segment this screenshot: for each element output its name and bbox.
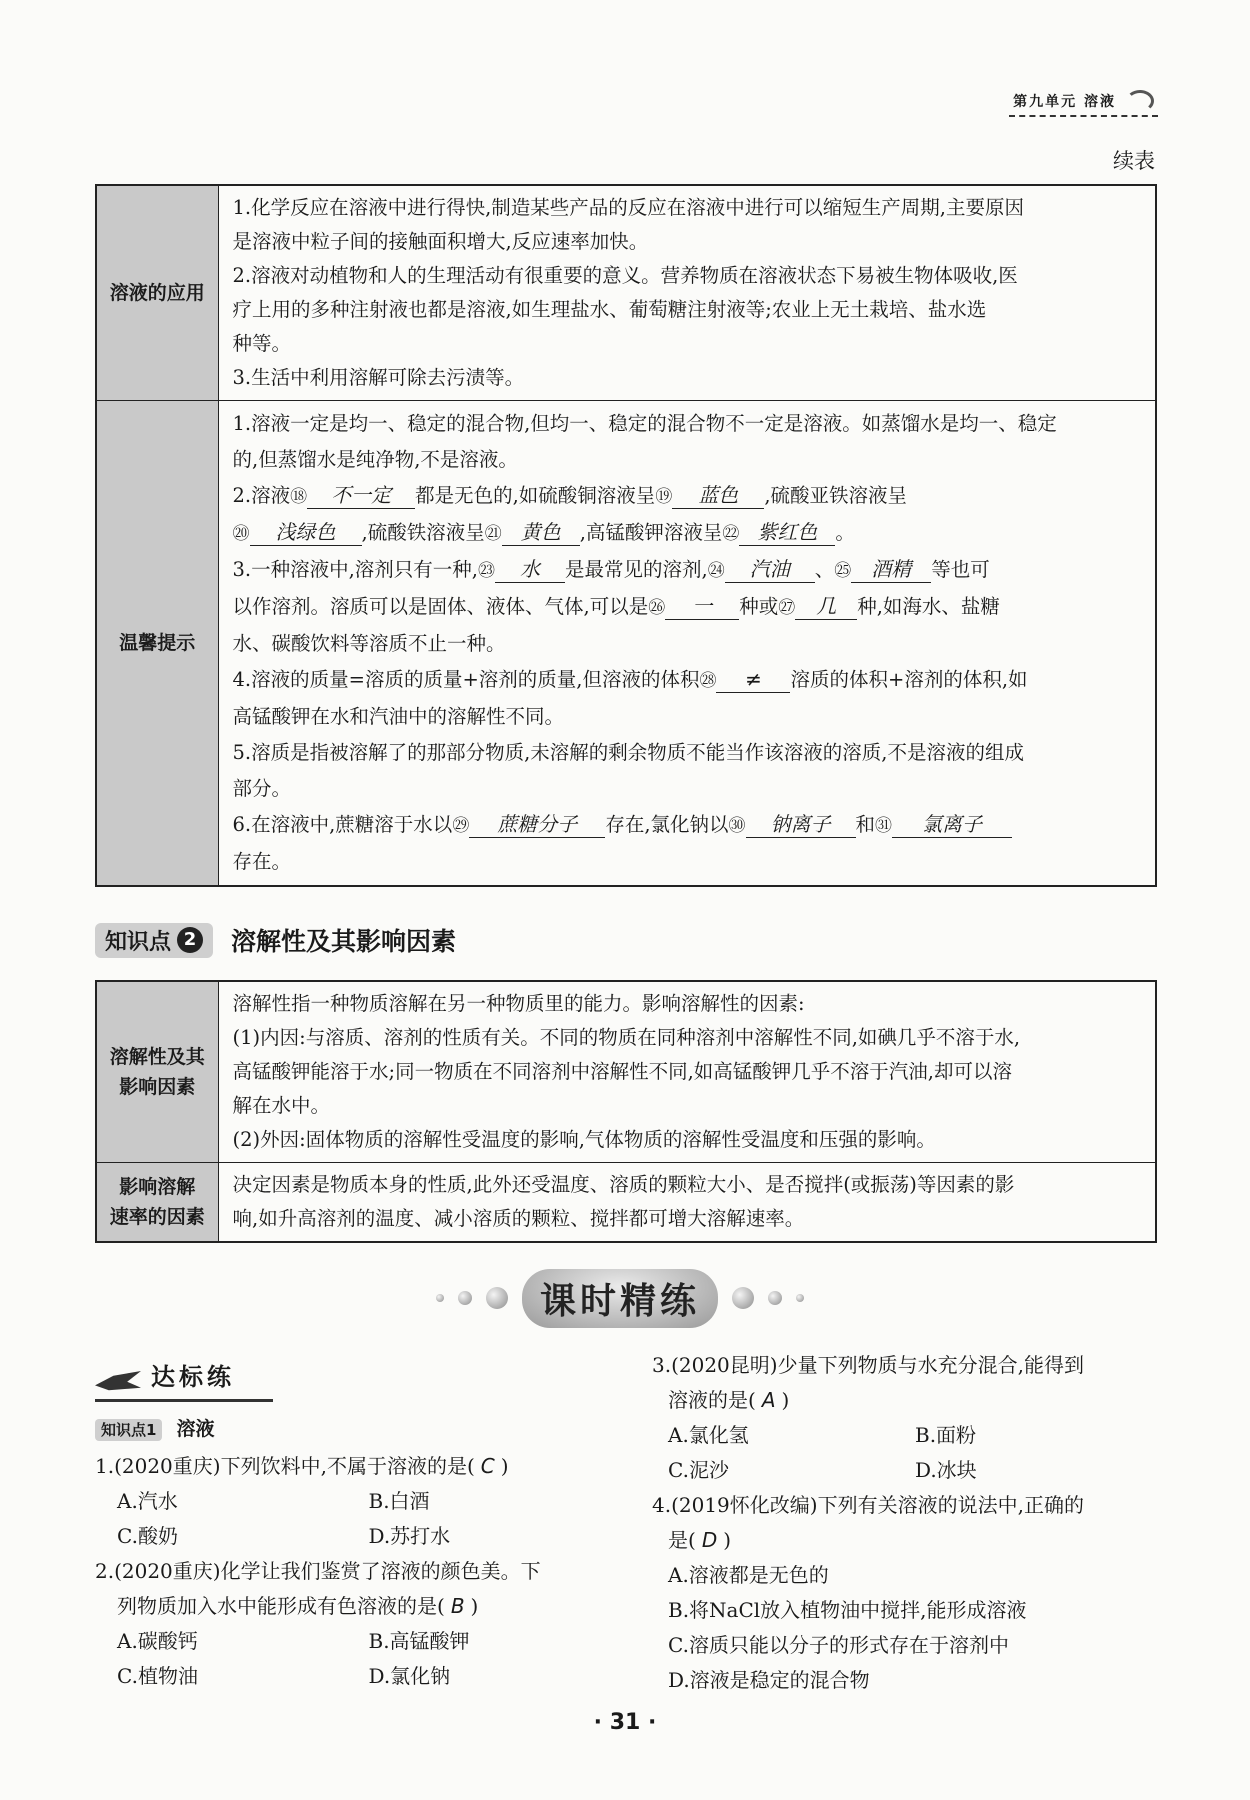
blank-number: ⑱: [290, 487, 308, 507]
dot-icon: [436, 1294, 444, 1302]
option: C.溶质只能以分子的形式存在于溶剂中: [668, 1633, 1009, 1657]
question-stem: 3.(2020昆明)少量下列物质与水充分混合,能得到: [652, 1353, 1084, 1377]
answer-blank: 不一定: [307, 482, 415, 509]
page-number: · 31 ·: [593, 1710, 657, 1735]
row-body-application: [218, 185, 1156, 401]
tip-2-line-2: [233, 515, 1146, 552]
knowledge-point-title: 溶解性及其影响因素: [231, 927, 457, 956]
dot-icon: [796, 1294, 804, 1302]
row-head-rate: [96, 1163, 218, 1243]
text: 溶质的体积+溶剂的体积,如: [790, 668, 1028, 691]
option: C.泥沙: [668, 1458, 729, 1482]
option: A.汽水: [117, 1489, 178, 1513]
solution-knowledge-table: [95, 184, 1157, 887]
row-body-solubility: [218, 981, 1156, 1163]
text: ): [781, 1388, 790, 1412]
tag-label: 知识点: [105, 929, 172, 955]
text-line: 1.溶液一定是均一、稳定的混合物,但均一、稳定的混合物不一定是溶液。如蒸馏水是均一、稳定: [232, 412, 1057, 435]
continued-label: 续表: [1113, 149, 1155, 173]
option: D.氯化钠: [368, 1664, 451, 1688]
blank-number: ㉓: [478, 561, 496, 581]
answer-blank: 钠离子: [746, 811, 856, 838]
exercise-column-right: [652, 1348, 1162, 1698]
table-row: [96, 1163, 1156, 1243]
text: 是最常见的溶剂,: [565, 558, 708, 581]
option: A.氯化氢: [668, 1423, 749, 1447]
option: D.溶液是稳定的混合物: [668, 1668, 870, 1692]
blank-number: ㉚: [728, 816, 746, 836]
answer: C: [480, 1454, 495, 1478]
knowledge-point-title: 溶液: [176, 1418, 215, 1440]
text-line: 疗上用的多种注射液也都是溶液,如生理盐水、葡萄糖注射液等;农业上无土栽培、盐水选: [232, 298, 987, 321]
solubility-table: [95, 980, 1157, 1243]
blank-number: ㉗: [778, 598, 796, 618]
tip-3-line-2: [233, 589, 1146, 626]
text: ,硫酸铁溶液呈: [361, 521, 485, 544]
text-line: 存在。: [232, 850, 292, 873]
option: D.冰块: [915, 1458, 977, 1482]
text: 都是无色的,如硫酸铜溶液呈: [415, 484, 656, 507]
text: ): [500, 1454, 509, 1478]
text: 以作溶剂。溶质可以是固体、液体、气体,可以是: [232, 595, 649, 618]
row-body-tips: [218, 401, 1156, 887]
text: 4.溶液的质量=溶质的质量+溶剂的质量,但溶液的体积: [232, 668, 700, 691]
blank-number: ㉒: [722, 524, 740, 544]
dot-icon: [732, 1287, 754, 1309]
question-2: [95, 1554, 620, 1694]
table-row: [96, 185, 1156, 401]
blank-number: ㉕: [834, 561, 852, 581]
tip-3-line-1: [233, 552, 1146, 589]
tip-4-line-1: [233, 662, 1146, 699]
swirl-logo-icon: [1126, 90, 1154, 112]
text-line: 的,但蒸馏水是纯净物,不是溶液。: [232, 448, 518, 471]
head-line: 速率的因素: [109, 1206, 205, 1228]
answer-blank: ≠: [716, 666, 790, 693]
text-line: 高锰酸钾能溶于水;同一物质在不同溶剂中溶解性不同,如高锰酸钾几乎不溶于汽油,却可以溶: [232, 1060, 1012, 1083]
head-line: 影响因素: [119, 1076, 196, 1098]
answer-blank: 酒精: [851, 556, 931, 583]
option: C.植物油: [117, 1664, 198, 1688]
text-line: 种等。: [232, 332, 292, 355]
option: C.酸奶: [117, 1524, 178, 1548]
head-line: 溶解性及其: [109, 1046, 205, 1068]
blank-number: ㉛: [875, 816, 893, 836]
knowledge-point-2-banner: [95, 922, 456, 958]
answer-blank: 紫红色: [739, 519, 835, 546]
text: 存在,氯化钠以: [605, 813, 729, 836]
text: ): [470, 1594, 479, 1618]
text-line: 溶解性指一种物质溶解在另一种物质里的能力。影响溶解性的因素:: [232, 992, 805, 1015]
text: ,硫酸亚铁溶液呈: [764, 484, 908, 507]
question-3: [652, 1348, 1162, 1488]
text-line: 决定因素是物质本身的性质,此外还受温度、溶质的颗粒大小、是否搅拌(或振荡)等因素的影: [232, 1173, 1015, 1196]
text: 6.在溶液中,蔗糖溶于水以: [232, 813, 453, 836]
row-head-application: 溶液的应用: [96, 185, 218, 401]
running-head-text: 第九单元 溶液: [1013, 94, 1116, 110]
answer-blank: 黄色: [502, 519, 580, 546]
option: A.碳酸钙: [117, 1629, 198, 1653]
text-line: 解在水中。: [232, 1094, 331, 1117]
blank-number: ⑳: [232, 524, 250, 544]
question-stem: 列物质加入水中能形成有色溶液的是(: [117, 1594, 445, 1618]
text: 种,如海水、盐糖: [857, 595, 1000, 618]
answer-blank: 一: [665, 593, 739, 620]
question-stem: 溶液的是(: [668, 1388, 756, 1412]
question-stem: 是(: [668, 1528, 696, 1552]
text-line: 3.生活中利用溶解可除去污渍等。: [232, 366, 525, 389]
option: B.面粉: [915, 1423, 977, 1447]
row-head-solubility: [96, 981, 218, 1163]
section-title: 课时精练: [522, 1269, 718, 1328]
question-stem: 4.(2019怀化改编)下列有关溶液的说法中,正确的: [652, 1493, 1084, 1517]
drill-title: 达标练: [151, 1363, 235, 1391]
text: 3.一种溶液中,溶剂只有一种,: [232, 558, 479, 581]
options: [95, 1484, 620, 1554]
text-line: 高锰酸钾在水和汽油中的溶解性不同。: [232, 705, 565, 728]
option: D.苏打水: [368, 1524, 451, 1548]
text: 、: [814, 558, 835, 581]
knowledge-point-tag: [95, 923, 213, 958]
tip-6-line-1: [233, 807, 1146, 844]
text: ,高锰酸钾溶液呈: [579, 521, 723, 544]
text-line: 部分。: [232, 777, 292, 800]
blank-number: ㉙: [452, 816, 470, 836]
option: B.将NaCl放入植物油中搅拌,能形成溶液: [668, 1598, 1027, 1622]
text: 和: [855, 813, 876, 836]
answer-blank: 水: [495, 556, 565, 583]
row-head-tips: 温馨提示: [96, 401, 218, 887]
text: 等也可: [931, 558, 990, 581]
eagle-icon: [95, 1371, 141, 1395]
text: 。: [835, 521, 855, 544]
text-line: 2.溶液对动植物和人的生理活动有很重要的意义。营养物质在溶液状态下易被生物体吸收,医: [232, 264, 1018, 287]
answer-blank: 汽油: [725, 556, 815, 583]
options: [95, 1624, 620, 1694]
tag-number: 2: [177, 927, 203, 953]
question-4: [652, 1488, 1162, 1698]
blank-number: ㉔: [707, 561, 725, 581]
tip-2-line-1: [233, 478, 1146, 515]
text-line: 响,如升高溶剂的温度、减小溶质的颗粒、搅拌都可增大溶解速率。: [232, 1207, 805, 1230]
dot-icon: [768, 1291, 782, 1305]
text-line: 5.溶质是指被溶解了的那部分物质,未溶解的剩余物质不能当作该溶液的溶质,不是溶液的组成: [232, 741, 1025, 764]
head-line: 影响溶解: [119, 1176, 196, 1198]
answer-blank: 氯离子: [892, 811, 1012, 838]
options: [652, 1418, 1162, 1488]
option: B.白酒: [368, 1489, 430, 1513]
text: ): [723, 1528, 732, 1552]
table-row: [96, 401, 1156, 887]
text-line: 是溶液中粒子间的接触面积增大,反应速率加快。: [232, 230, 649, 253]
drill-heading: [95, 1360, 273, 1402]
dot-icon: [458, 1291, 472, 1305]
answer: B: [450, 1594, 465, 1618]
knowledge-point-1-heading: [95, 1412, 620, 1447]
text-line: (1)内因:与溶质、溶剂的性质有关。不同的物质在同种溶剂中溶解性不同,如碘几乎不溶于水,: [232, 1026, 1021, 1049]
text-line: (2)外因:固体物质的溶解性受温度的影响,气体物质的溶解性受温度和压强的影响。: [232, 1128, 936, 1151]
option: B.高锰酸钾: [368, 1629, 470, 1653]
knowledge-point-tag: 知识点1: [95, 1419, 162, 1441]
section-banner: [410, 1270, 830, 1326]
text: 种或: [739, 595, 779, 618]
answer-blank: 几: [795, 593, 857, 620]
exercise-column-left: [95, 1360, 620, 1694]
blank-number: ㉑: [484, 524, 502, 544]
answer-blank: 浅绿色: [250, 519, 362, 546]
running-head: [1009, 90, 1158, 117]
answer-blank: 蓝色: [672, 482, 764, 509]
option: A.溶液都是无色的: [668, 1563, 829, 1587]
row-body-rate: [218, 1163, 1156, 1243]
options: [652, 1558, 1162, 1698]
text-line: 1.化学反应在溶液中进行得快,制造某些产品的反应在溶液中进行可以缩短生产周期,主要原因: [232, 196, 1025, 219]
text: 2.溶液: [232, 484, 291, 507]
answer: D: [701, 1528, 718, 1552]
dot-icon: [486, 1287, 508, 1309]
blank-number: ㉖: [648, 598, 666, 618]
blank-number: ㉘: [699, 671, 717, 691]
answer-blank: 蔗糖分子: [469, 811, 605, 838]
question-stem: 2.(2020重庆)化学让我们鉴赏了溶液的颜色美。下: [95, 1559, 541, 1583]
blank-number: ⑲: [655, 487, 673, 507]
answer: A: [761, 1388, 776, 1412]
question-stem: 1.(2020重庆)下列饮料中,不属于溶液的是(: [95, 1454, 475, 1478]
question-1: [95, 1449, 620, 1554]
text-line: 水、碳酸饮料等溶质不止一种。: [232, 632, 506, 655]
table-row: [96, 981, 1156, 1163]
